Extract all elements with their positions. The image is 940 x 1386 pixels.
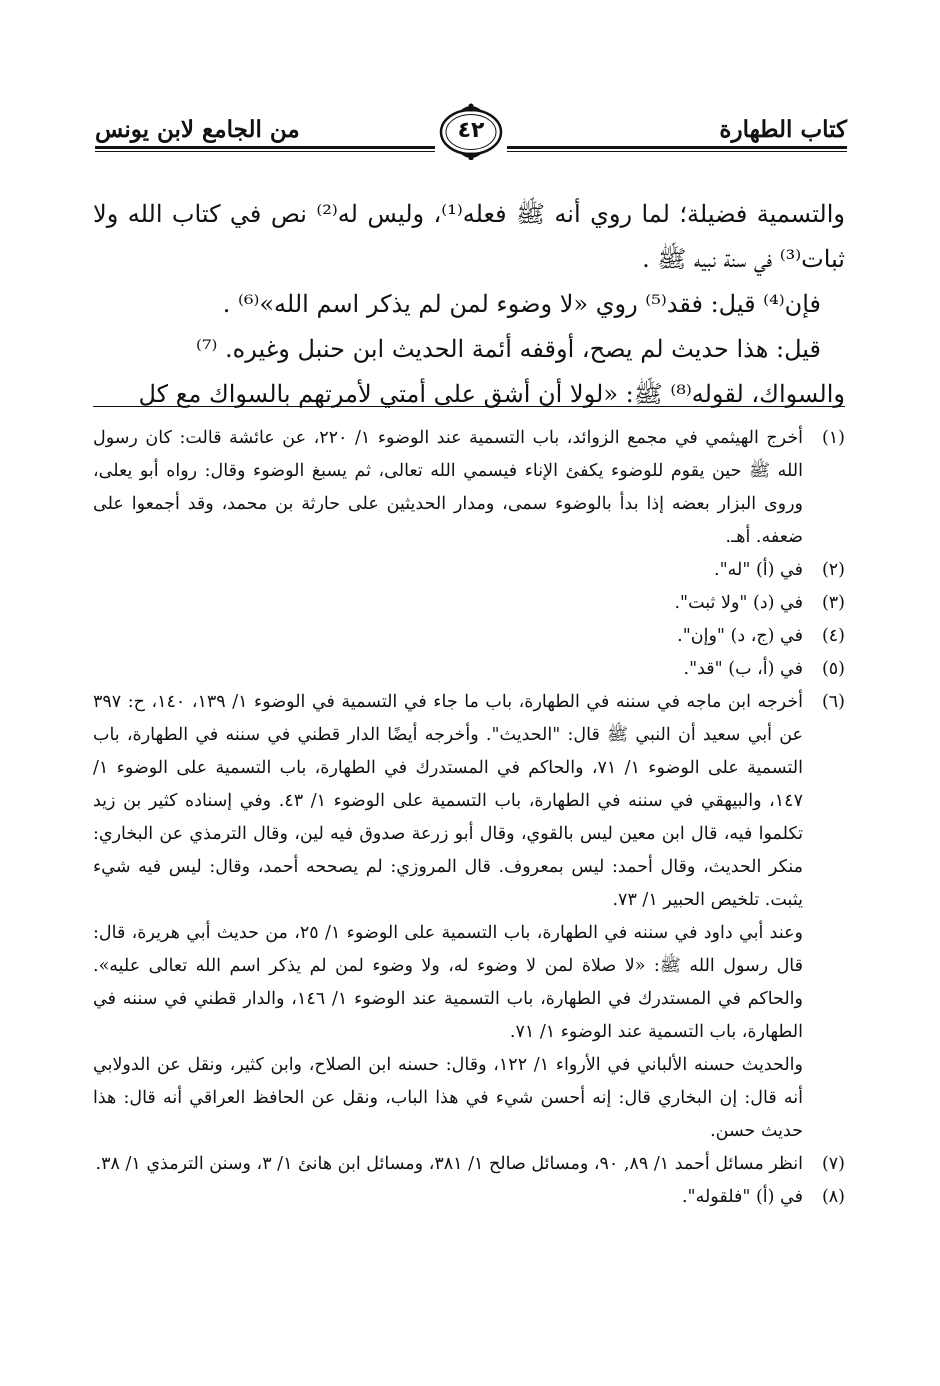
book-title: من الجامع لابن يونس bbox=[95, 116, 300, 143]
body-paragraph: قيل: هذا حديث لم يصح، أوقفه أئمة الحديث ابن حنبل وغيره. ⁽⁷⁾ bbox=[195, 335, 821, 363]
footnote bbox=[93, 554, 845, 587]
body-paragraph: فإن⁽⁴⁾ قيل: فقد⁽⁵⁾ روي «لا وضوء لمن لم يذكر اسم الله»⁽⁶⁾ . bbox=[222, 290, 821, 318]
footnote bbox=[93, 1181, 845, 1214]
footnote-text: وعند أبي داود في سننه في الطهارة، باب التسمية على الوضوء ١/ ٢٥، من حديث أبي هريرة، قال: قال رسول الله ﷺ: «لا صلاة لمن لا وضوء له، ولا وضوء لمن لم يذكر اسم الله تعالى عليه». والحاكم في المستدرك في الطهارة، باب التسمية عند الوضوء ١/ ١٤٦، والدار قطني في سننه في الطهارة، باب التسمية عند الوضوء ١/ ٧١. bbox=[93, 923, 803, 1042]
page-number-ornament bbox=[435, 102, 507, 160]
footnote-number: (٢) bbox=[821, 560, 845, 580]
footnote-text: في (أ) "فلقوله". bbox=[681, 1187, 803, 1207]
footnote-text: في (أ) "له". bbox=[714, 560, 803, 580]
footnote-text: أخرجه ابن ماجه في سننه في الطهارة، باب ما جاء في التسمية في الوضوء ١/ ١٣٩، ١٤٠، ح: ٣٩٧ عن أبي سعيد أن النبي ﷺ قال: "الحديث". وأخرجه أيضًا الدار قطني في سننه في الطهارة، باب التسمية على الوضوء ١/ ٧١، والحاكم في المستدرك في الطهارة، باب التسمية على الوضوء ١/ ١٤٧، والبيهقي في سننه في الطهارة، باب التسمية على الوضوء ١/ ٤٣. وفي إسناده كثير بن زيد تكلموا فيه، قال ابن معين ليس بالقوي، وقال أبو زرعة صدوق فيه لين، وقال الترمذي عن البخاري: منكر الحديث، وقال أحمد: ليس بمعروف. قال المروزي: لم يصححه أحمد، وقال: ليس فيه شيء يثبت. تلخيص الحبير ١/ ٧٣. bbox=[93, 692, 804, 910]
main-text bbox=[93, 192, 845, 417]
footnote-number: (٨) bbox=[821, 1187, 845, 1207]
footnote-text: في (ج، د) "وإن". bbox=[677, 626, 803, 646]
footnote-text: والحديث حسنه الألباني في الأرواء ١/ ١٢٢، وقال: حسنه ابن الصلاح، وابن كثير، ونقل عن الدولابي أنه قال: إن البخاري قال: إنه أحسن شيء في هذا الباب، ونقل عن الحافظ العراقي أنه قال: هذا حديث حسن. bbox=[93, 1055, 803, 1141]
footnote-text: في (أ، ب) "قد". bbox=[683, 659, 803, 679]
page-number: ٤٢ bbox=[457, 118, 485, 143]
footnote-continuation bbox=[93, 917, 845, 1148]
footnotes bbox=[93, 422, 845, 1214]
footnote-number: (١) bbox=[821, 428, 845, 448]
footnote-text: أخرج الهيثمي في مجمع الزوائد، باب التسمية عند الوضوء ١/ ٢٢٠، عن عائشة قالت: كان رسول الله ﷺ حين يقوم للوضوء يكفئ الإناء فيسمي الله تعالى، ثم يسبغ الوضوء وقال: رواه أبو يعلى، وروى البزار بعضه إذا بدأ بالوضوء سمى، ومدار الحديثين على حارثة بن محمد، وقد أجمعوا على ضعفه. أهـ. bbox=[93, 428, 803, 547]
footnote bbox=[93, 620, 845, 653]
footnote bbox=[93, 1148, 845, 1181]
page-header bbox=[95, 108, 847, 160]
footnote-number: (٣) bbox=[821, 593, 845, 613]
footnote bbox=[93, 686, 845, 917]
body-paragraph: والتسمية فضيلة؛ لما روي أنه ﷺ فعله⁽¹⁾، وليس له⁽²⁾ نص في كتاب الله ولا ثبات⁽³⁾ في سنة نبيه ﷺ . bbox=[93, 200, 846, 273]
footnote-number: (٤) bbox=[821, 626, 845, 646]
footnote bbox=[93, 653, 845, 686]
footnote-divider bbox=[93, 406, 845, 407]
footnote-number: (٥) bbox=[821, 659, 845, 679]
footnote-number: (٦) bbox=[821, 692, 845, 712]
footnote bbox=[93, 422, 845, 554]
body-paragraph: والسواك، لقوله⁽⁸⁾ ﷺ: «لولا أن أشق على أمتي لأمرتهم بالسواك مع كل bbox=[138, 380, 845, 408]
chapter-title: كتاب الطهارة bbox=[719, 116, 847, 143]
footnote-text: انظر مسائل أحمد ١/ ٨٩, ٩٠، ومسائل صالح ١/ ٣٨١، ومسائل ابن هانئ ١/ ٣، وسنن الترمذي ١/ ٣٨. bbox=[95, 1154, 803, 1174]
footnote-text: في (د) "ولا ثبت". bbox=[674, 593, 803, 613]
footnote-number: (٧) bbox=[821, 1154, 845, 1174]
footnote bbox=[93, 587, 845, 620]
